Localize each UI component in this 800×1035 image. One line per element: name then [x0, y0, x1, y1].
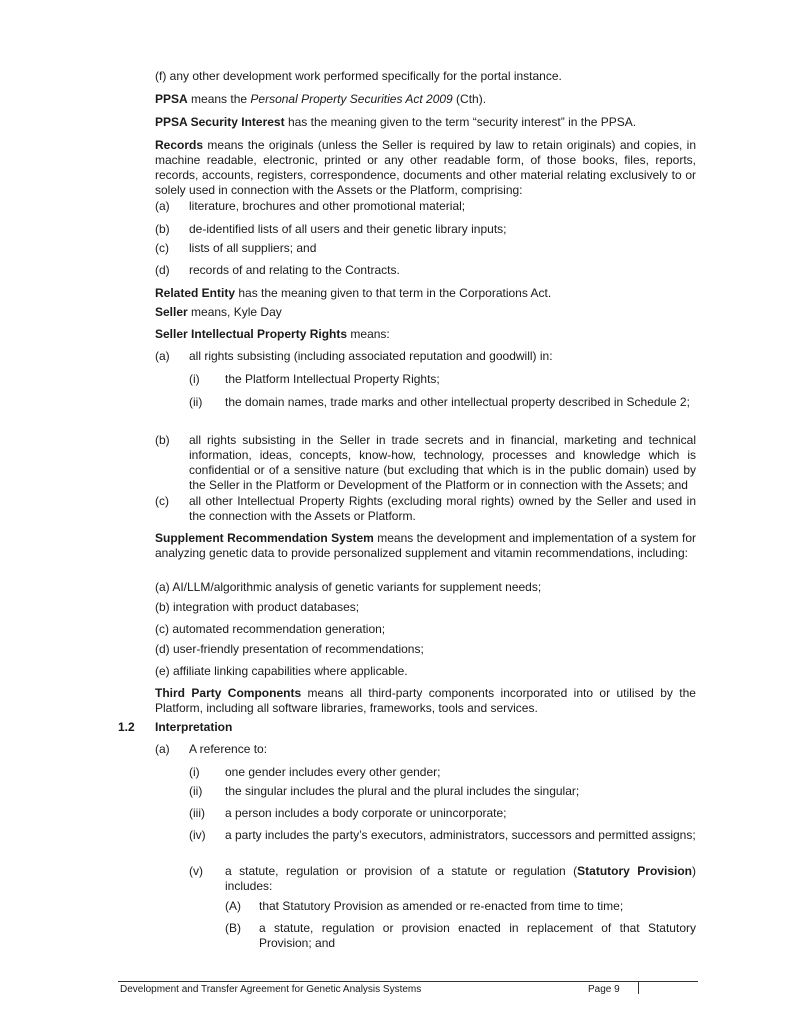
sipr-b-text: all rights subsisting in the Seller in trade secrets and in financial, marketing and technical information, ideas, concepts, know-how, technology, processes and knowledge which is confidential or of a sensitive nature (but excluding that which is in the public domain) used by the Seller in the Platform or Development of the Platform or in connection with the Assets; and — [189, 433, 696, 492]
interp-v-sub-label: (B) — [225, 921, 241, 935]
srs-item: (c) automated recommendation generation; — [155, 622, 386, 636]
interp-item-text: the singular includes the plural and the plural includes the singular; — [225, 784, 580, 798]
def-ppsa — [155, 92, 696, 107]
records-item-label: (b) — [155, 222, 170, 236]
footer-rule — [118, 981, 698, 982]
term-ppsa: PPSA — [155, 92, 188, 106]
term-supplement-recommendation-system: Supplement Recommendation System — [155, 531, 374, 545]
sipr-a-i-label: (i) — [189, 372, 200, 386]
def-supplement-recommendation-system — [155, 531, 696, 561]
footer-page-number: Page 9 — [588, 984, 620, 995]
sipr-a-text: all rights subsisting (including associated reputation and goodwill) in: — [189, 349, 553, 363]
sipr-c-label: (c) — [155, 494, 169, 508]
term-statutory-provision: Statutory Provision — [577, 864, 692, 878]
term-third-party-components: Third Party Components — [155, 686, 302, 700]
def-seller-text: means, Kyle Day — [187, 305, 282, 319]
interp-a-label: (a) — [155, 742, 170, 756]
def-ppsa-means: means the — [187, 92, 251, 106]
records-item-label: (c) — [155, 241, 169, 255]
term-ppsa-security-interest: PPSA Security Interest — [155, 115, 285, 129]
sipr-a-ii-label: (ii) — [189, 395, 203, 409]
records-item-text: literature, brochures and other promotional material; — [189, 199, 466, 213]
records-item-label: (a) — [155, 199, 170, 213]
def-related-entity-text: has the meaning given to that term in the Corporations Act. — [235, 286, 552, 300]
sipr-a-i-text: the Platform Intellectual Property Rights; — [225, 372, 440, 386]
sipr-a-ii-text: the domain names, trade marks and other intellectual property described in Schedule 2; — [225, 395, 690, 409]
srs-item: (d) user-friendly presentation of recommendations; — [155, 642, 424, 656]
def-seller-ip-rights-text: means: — [347, 327, 390, 341]
interp-item-label: (ii) — [189, 784, 203, 798]
records-item-text: records of and relating to the Contracts. — [189, 263, 400, 277]
def-third-party-components-text: means all third-party components incorporated into or utilised by the Platform, including all software libraries, frameworks, tools and services. — [155, 686, 696, 715]
section-number: 1.2 — [118, 720, 135, 734]
def-records — [155, 138, 696, 198]
interp-item-label: (iv) — [189, 828, 206, 842]
def-related-entity — [155, 286, 696, 301]
def-third-party-components — [155, 686, 696, 716]
ppsa-act-title: Personal Property Securities Act 2009 — [250, 92, 453, 106]
section-title: Interpretation — [155, 720, 233, 734]
srs-item: (b) integration with product databases; — [155, 600, 360, 614]
footer-divider — [638, 982, 639, 994]
interp-v-sub-text: that Statutory Provision as amended or re-enacted from time to time; — [259, 899, 624, 913]
interp-v-text-post: ) includes: — [225, 864, 696, 893]
records-item-text: de-identified lists of all users and their genetic library inputs; — [189, 222, 507, 236]
sipr-c-text: all other Intellectual Property Rights (excluding moral rights) owned by the Seller and used in the connection with the Assets or Platform. — [189, 494, 696, 523]
term-related-entity: Related Entity — [155, 286, 236, 300]
interp-item-text: a person includes a body corporate or unincorporate; — [225, 806, 507, 820]
def-ppsa-security-interest-text: has the meaning given to the term “security interest” in the PPSA. — [284, 115, 637, 129]
def-ppsa-tail: (Cth). — [452, 92, 487, 106]
sipr-b-label: (b) — [155, 433, 170, 447]
interp-v-sub-text: a statute, regulation or provision enacted in replacement of that Statutory Provision; and — [259, 921, 696, 950]
sipr-a-label: (a) — [155, 349, 170, 363]
interp-item-text: a party includes the party’s executors, administrators, successors and permitted assigns; — [225, 828, 696, 842]
def-seller — [155, 305, 696, 320]
interp-v-text-pre: a statute, regulation or provision of a statute or regulation ( — [225, 864, 578, 878]
term-seller-ip-rights: Seller Intellectual Property Rights — [155, 327, 348, 341]
interp-a-text: A reference to: — [189, 742, 268, 756]
interp-v-sub-label: (A) — [225, 899, 241, 913]
interp-v-label: (v) — [189, 864, 203, 878]
records-item-text: lists of all suppliers; and — [189, 241, 317, 255]
interp-item-text: one gender includes every other gender; — [225, 765, 441, 779]
footer-title: Development and Transfer Agreement for Genetic Analysis Systems — [120, 984, 422, 995]
def-records-text: means the originals (unless the Seller is required by law to retain originals) and copies, in machine readable, electronic, printed or any other readable form, of those books, files, reports, records, accounts, registers, correspondence, documents and other material relating exclusively to or solely used in connection with the Assets or the Platform, comprising: — [155, 138, 696, 197]
term-seller: Seller — [155, 305, 188, 319]
records-item-label: (d) — [155, 263, 170, 277]
interp-item-label: (iii) — [189, 806, 205, 820]
interp-item-label: (i) — [189, 765, 200, 779]
def-seller-ip-rights — [155, 327, 696, 342]
def-supplement-recommendation-system-text: means the development and implementation of a system for analyzing genetic data to provide personalized supplement and vitamin recommendations, including: — [155, 531, 696, 560]
srs-item: (e) affiliate linking capabilities where applicable. — [155, 664, 408, 678]
def-ppsa-security-interest — [155, 115, 696, 130]
def-f-other: (f) any other development work performed specifically for the portal instance. — [155, 69, 562, 83]
term-records: Records — [155, 138, 204, 152]
srs-item: (a) AI/LLM/algorithmic analysis of genetic variants for supplement needs; — [155, 580, 542, 594]
interp-v-text — [225, 864, 696, 894]
